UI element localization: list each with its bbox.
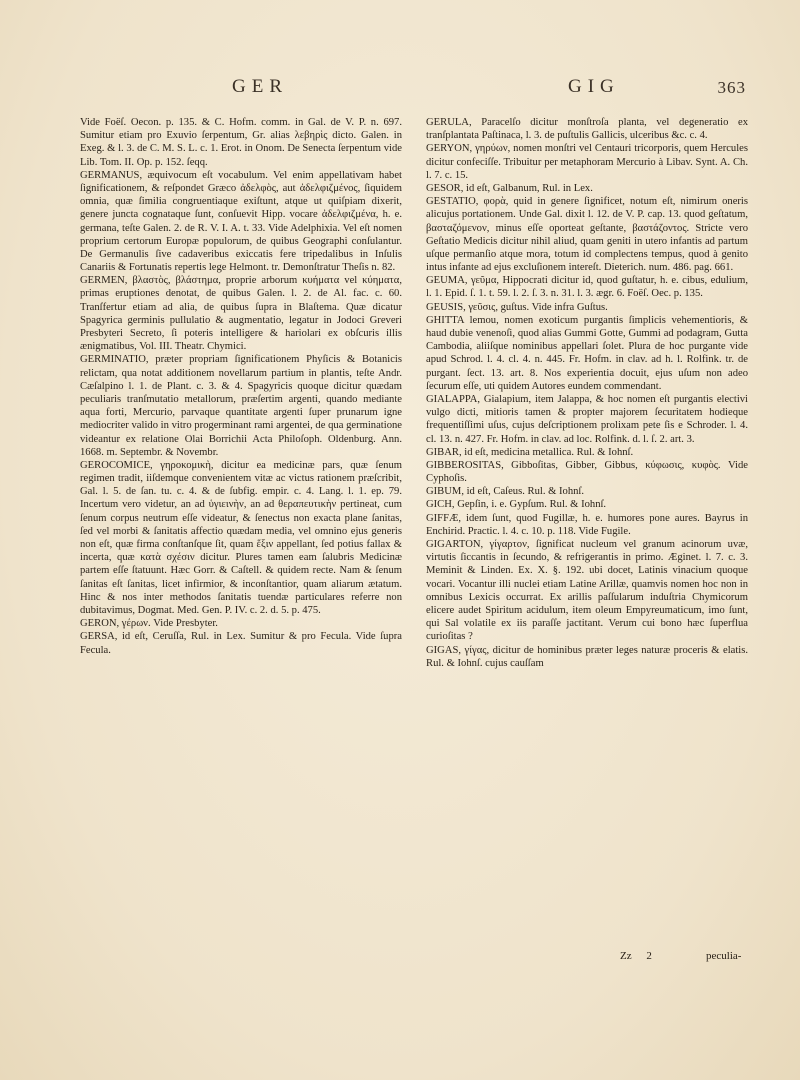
text-columns xyxy=(80,116,748,670)
left-column xyxy=(80,116,402,670)
dictionary-entry: GICH, Gepſin, i. e. Gypſum. Rul. & Iohnſ. xyxy=(426,499,607,511)
dictionary-entry: Vide Foëſ. Oecon. p. 135. & C. Hofm. comm. in Gal. de V. P. n. 697. Sumitur etiam pro Exuvio ſerpentum, Gr. alias λεβηρὶς dicto. Galen. in Exeg. & l. 3. de C. M. S. L. c. 1. Erot. in Onom. De Senecta ſerpentum vide Lib. Tom. II. Op. p. 152. ſeqq. xyxy=(80,117,402,168)
dictionary-entry: GEROCOMICE, γηροκομικὴ, dicitur ea medicinæ pars, quæ ſenum regimen tradit, iiſdemque convenientem vitæ ac victus rationem præſcribit, Gal. l. 5. de ſan. tu. c. 4. & de ſubfig. empir. c. 4. Lang. l. 1. ep. 79. Incertum vero videtur, an ad ὑγιεινὴν, an ad θεραπευτικὴν pertineat, cum ſenum corpus neutrum eſſe videatur, & ſenectus non exacta plane ſanitas, ſed vel morbi & ſanitatis affectio quædam media, vel omnino ejus generis non eſt, quæ firma conſtanſque ſit, quam ἕξιν appellant, ſed potius fallax & incerta, quæ κατὰ σχέσιν dicitur. Plures tamen eam ſalubris Medicinæ partem eſſe ſtatuunt. Hæc Gorr. & Caſtell. & quidem recte. Nam & ſenum ſanitas eſt ſanitas, licet infirmior, & inconſtantior, quam aliarum ætatum. Hinc & nos inter methodos ſanitatis tuendæ particulares referre non dubitavimus, Dogmat. Med. Gen. P. IV. c. 2. d. 5. p. 475. xyxy=(80,459,402,616)
dictionary-entry: GERMINATIO, præter propriam ſignificationem Phyſicis & Botanicis relictam, qua notat additionem novellarum partium in plantis, teſte Andr. Cæſalpino l. 1. de Plant. c. 3. & 4. Spagyricis quoque dicitur quædam peculiaris tranſmutatio metallorum, præſertim argenti, quando mediante aqua forti, Mercurio, parvaque quantitate argenti ſuper prunarum igne mediocriter valido in vitro progerminant rami argentei, de qua germinatione videantur ex relatione Olai Borrichii Acta Philoſoph. Oldenburg. Ann. 1668. m. Septembr. & Novembr. xyxy=(80,354,402,458)
right-column xyxy=(426,116,748,670)
dictionary-entry: GERMEN, βλαστὸς, βλάστημα, proprie arborum κυήματα vel κύηματα, primas eruptiones denotat, de quibus Galen. l. 2. de Al. fac. c. 60. Tranſfertur etiam ad alia, de quibus ſupra in Blaſtema. Quæ dicatur Spagyrica germinis pullulatio & augmentatio, legatur in Jodoci Greveri Presbyteri Secreto, ſi poteris intelligere & hariolari ex obſcuris illis ænigmatibus, Vol. III. Theatr. Chymici. xyxy=(80,275,402,353)
dictionary-entry: GERYON, γηρύων, nomen monſtri vel Centauri tricorporis, quem Hercules dicitur confeciſſe. Tribuitur per metaphoram Mercurio à Libav. Synt. A. Ch. l. 7. c. 15. xyxy=(426,143,748,181)
dictionary-entry: GIFFÆ, idem ſunt, quod Fugillæ, h. e. humores pone aures. Bayrus in Enchirid. Practic. l. 4. c. 10. p. 118. Vide Fugile. xyxy=(426,512,748,537)
dictionary-entry: GERSA, id eſt, Ceruſſa, Rul. in Lex. Sumitur & pro Fecula. Vide ſupra Fecula. xyxy=(80,631,402,656)
dictionary-entry: GIBUM, id eſt, Caſeus. Rul. & Iohnſ. xyxy=(426,486,585,498)
dictionary-entry: GIGAS, γίγας, dicitur de hominibus præter leges naturæ proceris & elatis. Rul. & Iohnſ. cujus cauſſam xyxy=(426,644,748,669)
dictionary-entry: GERULA, Paracelſo dicitur monſtroſa planta, vel degeneratio ex tranſplantata Paſtinaca, l. 3. de puſtulis Gallicis, ulceribus &c. c. 4. xyxy=(426,117,748,142)
signature-mark: Zz 2 xyxy=(620,950,652,962)
dictionary-entry: GERMANUS, æquivocum eſt vocabulum. Vel enim appellativam habet ſignificationem, & reſpondet Græco ἀδελφὸς, aut ἀδελφιζμένος, ſiquidem omnia, quæ ſimilia congruentiaque exiſtunt, atque ut quiſpiam dixerit, genere juncta cognataque ſunt, conſuevit Hipp. vocare ἀδελφιζμένα, h. e. germana, teſte Galen. 2. de R. V. I. A. t. 33. Vide Adelphixia. Vel eſt nomen proprium certorum Europæ populorum, de quibus Geographi conſulantur. De Germanulis ſive cadaveribus exiccatis fere tripedalibus in Inſulis Canariis & Fortunatis repertis lege Helmont. tr. Demonſtratur Theſis n. 82. xyxy=(80,169,402,274)
dictionary-entry: GIBBEROSITAS, Gibboſitas, Gibber, Gibbus, κύφωσις, κυφὸς. Vide Cyphoſis. xyxy=(426,459,748,485)
page-number: 363 xyxy=(717,78,746,97)
dictionary-entry: GEUMA, γεῦμα, Hippocrati dicitur id, quod guſtatur, h. e. cibus, edulium, l. 1. Epid. ſ. 1. t. 59. l. 2. ſ. 3. n. 31. l. 3. ægr. 6. Foëſ. Oec. p. 135. xyxy=(426,275,748,300)
dictionary-entry: GEUSIS, γεῦσις, guſtus. Vide infra Guſtus. xyxy=(426,301,608,313)
dictionary-entry: GESOR, id eſt, Galbanum, Rul. in Lex. xyxy=(426,182,593,194)
running-head-right: GIG xyxy=(568,76,620,97)
running-head-left: GER xyxy=(232,76,288,97)
dictionary-entry: GIALAPPA, Gialapium, item Jalappa, & hoc nomen eſt purgantis electivi vulgo dicti, mitioris tamen & propter majorem ſecuritatem hodieque frequentiſſimi uſus, cujus deſcriptionem prolixam pete ſis e Schroder. l. 4. cl. 13. n. 427. Fr. Hofm. in clav. ad loc. Rolfink. d. l. ſ. 2. art. 3. xyxy=(426,393,748,445)
dictionary-entry: GERON, γέρων. Vide Presbyter. xyxy=(80,618,218,630)
dictionary-entry: GIGARTON, γίγαρτον, ſignificat nucleum vel granum acinorum uvæ, virtutis ſiccantis in ſecundo, & refrigerantis in primo. Æginet. l. 7. c. 3. Meminit & Linden. Ex. X. §. 192. ubi docet, Latinis vinacium quoque vocari. Vocantur illi nuclei etiam Latine Arillæ, quamvis nomen hoc non in omnibus Lexicis occurrat. Ex arillis paſſularum induſtria Chymicorum elicere audet Spiritum acidulum, item oleum Empyreumaticum, imo ſunt, qui Sal volatile ex iis paraſſe jactitant. Verum cui bono hæc ſuperflua curioſitas ? xyxy=(426,539,748,643)
catchword: peculia- xyxy=(706,950,742,962)
dictionary-entry: GHITTA lemou, nomen exoticum purgantis ſimplicis vehementioris, & haud dubie venenoſi, quod alias Gummi Gotte, Gummi ad podagram, Gutta Cambodia, aliiſque nominibus appellari ſolet. Plura de hoc purgante vide apud Schrod. l. 4. cl. 4. n. 445. Fr. Hofm. in clav. ad h. l. Rolfink. tr. de purgant. ſect. 13. art. 8. Nos experientia docuit, ejus uſum non adeo ſecurum eſſe, uti quidem Autores eundem commendant. xyxy=(426,314,748,392)
dictionary-entry: GIBAR, id eſt, medicina metallica. Rul. & Iohnſ. xyxy=(426,446,634,458)
dictionary-entry: GESTATIO, φορὰ, quid in genere ſignificet, notum eſt, nimirum oneris alicujus portationem. Unde Gal. dixit l. 12. de V. P. cap. 13. quod geſtatum, βασταζόμενον, minus eſſe oporteat geſtante, βαστάζοντος. Stricte vero Geſtatio Medicis dicitur nihil aliud, quam geniti in utero infantis ad partum uſque permanſio atque mora, totum id complectens tempus, quod à genito intus infante ad ejus excluſionem intereſt. Dieterich. num. 486. pag. 661. xyxy=(426,196,748,274)
